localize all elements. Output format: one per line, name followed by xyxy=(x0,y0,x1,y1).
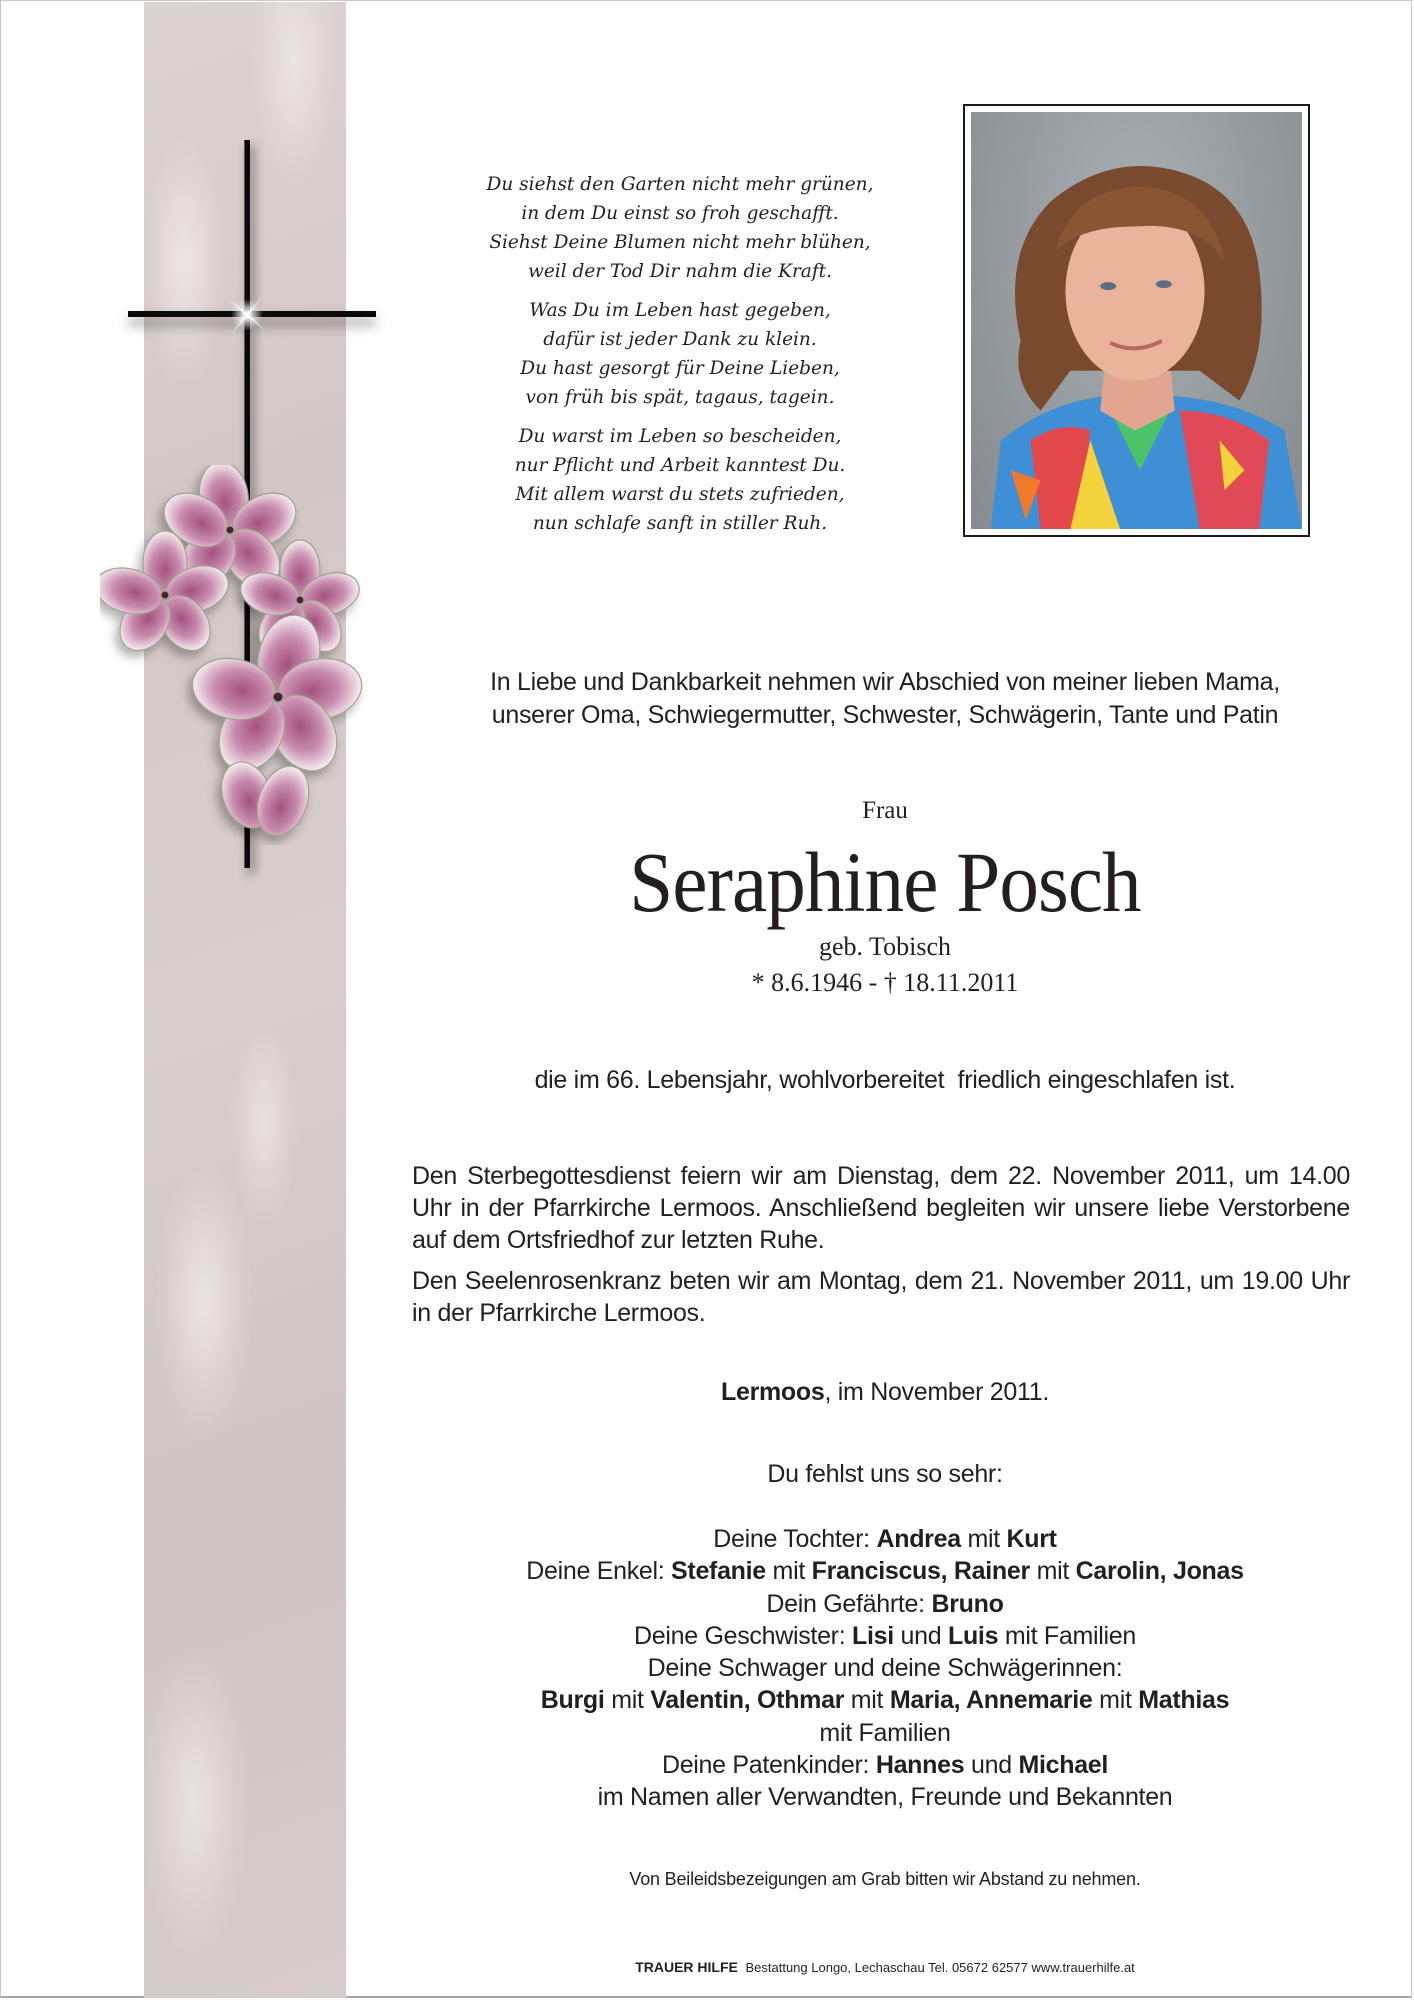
funeral-service-text: Den Sterbegottesdienst feiern wir am Dienstag, dem 22. November 2011, um 14.00 Uhr in der Pfarrkirche Lermoos. Anschließend begleiten wir unsere liebe Verstorbene auf dem Ortsfriedhof zur letzten Ruhe. xyxy=(412,1162,1350,1254)
family-line xyxy=(400,1684,1370,1716)
connector: mit xyxy=(1029,1557,1076,1586)
relation-label: Deine Enkel: xyxy=(526,1557,672,1586)
poem-line: nur Pflicht und Arbeit kanntest Du. xyxy=(514,455,846,476)
poem-line: Du warst im Leben so bescheiden, xyxy=(518,426,842,447)
family-name: Andrea xyxy=(876,1525,961,1553)
intro-text xyxy=(400,666,1370,732)
poem-stanza xyxy=(470,422,890,538)
relation-label: Deine Patenkinder: xyxy=(661,1751,876,1780)
poem-line: Du hast gesorgt für Deine Lieben, xyxy=(520,358,840,379)
closing-line: im Namen aller Verwandten, Freunde und Bekannten xyxy=(597,1783,1173,1812)
family-name: Michael xyxy=(1018,1751,1109,1780)
relation-label: Dein Gefährte: xyxy=(766,1589,932,1618)
family-name: Bruno xyxy=(931,1589,1004,1618)
relation-label: Deine Geschwister: xyxy=(634,1621,852,1650)
poem-line: Siehst Deine Blumen nicht mehr blühen, xyxy=(489,232,871,253)
family-line xyxy=(400,1749,1370,1781)
poem-line: weil der Tod Dir nahm die Kraft. xyxy=(528,261,832,282)
connector: und xyxy=(964,1751,1019,1780)
connector: mit Familien xyxy=(998,1621,1136,1650)
family-line xyxy=(400,1588,1370,1620)
intro-line: unserer Oma, Schwiegermutter, Schwester, Schwägerin, Tante und Patin xyxy=(491,701,1279,729)
poem xyxy=(470,170,890,548)
rosary-text: Den Seelenrosenkranz beten wir am Montag, dem 21. November 2011, um 19.00 Uhr in der Pfarrkirche Lermoos. xyxy=(412,1267,1350,1327)
passing-text xyxy=(400,1066,1370,1095)
poem-stanza xyxy=(470,170,890,286)
family-line xyxy=(400,1652,1370,1684)
passing-line: die im 66. Lebensjahr, wohlvorbereitet friedlich eingeschlafen ist. xyxy=(534,1066,1236,1094)
miss-text: Du fehlst uns so sehr: xyxy=(767,1460,1003,1488)
poem-line: in dem Du einst so froh geschafft. xyxy=(521,203,839,224)
relation-label: Deine Tochter: xyxy=(713,1525,877,1553)
family-name: Lisi xyxy=(852,1621,894,1650)
connector: mit xyxy=(1092,1686,1139,1715)
family-name: Burgi xyxy=(540,1686,605,1715)
intro-line: In Liebe und Dankbarkeit nehmen wir Abschied von meiner lieben Mama, xyxy=(490,668,1280,696)
family-name: Stefanie xyxy=(671,1557,766,1586)
portrait-photo xyxy=(971,112,1302,529)
family-list xyxy=(400,1523,1370,1814)
place-date-text: , im November 2011. xyxy=(824,1378,1049,1406)
connector: mit xyxy=(960,1525,1007,1553)
poem-line: Was Du im Leben hast gegeben, xyxy=(529,300,831,321)
family-name: Franciscus, Rainer xyxy=(811,1557,1030,1586)
place-date xyxy=(400,1378,1370,1407)
family-name: Kurt xyxy=(1006,1525,1057,1553)
portrait-illustration xyxy=(971,112,1302,529)
poem-stanza xyxy=(470,296,890,412)
family-line xyxy=(400,1620,1370,1652)
family-name: Luis xyxy=(947,1621,999,1650)
connector: mit xyxy=(765,1557,812,1586)
family-name: Valentin, Othmar xyxy=(650,1686,845,1715)
place-town: Lermoos xyxy=(721,1378,825,1406)
family-name: Carolin, Jonas xyxy=(1075,1557,1244,1586)
connector: mit Familien xyxy=(819,1718,951,1747)
salutation: Frau xyxy=(862,797,908,824)
family-line xyxy=(400,1781,1370,1813)
poem-line: nun schlafe sanft in stiller Ruh. xyxy=(532,513,828,534)
connector: und xyxy=(893,1621,948,1650)
relation-label: Deine Schwager und deine Schwägerinnen: xyxy=(647,1654,1123,1683)
life-dates: * 8.6.1946 - † 18.11.2011 xyxy=(751,968,1019,997)
connector: mit xyxy=(844,1686,890,1715)
connector: mit xyxy=(604,1686,651,1715)
condolence-note: Von Beileidsbezeigungen am Grab bitten wir Abstand zu nehmen. xyxy=(629,1869,1141,1889)
poem-line: Mit allem warst du stets zufrieden, xyxy=(515,484,845,505)
deceased-name: Seraphine Posch xyxy=(629,834,1141,930)
poem-line: von früh bis spät, tagaus, tagein. xyxy=(525,387,835,408)
maiden-name: geb. Tobisch xyxy=(818,932,952,961)
footer-details: Bestattung Longo, Lechaschau Tel. 05672 62577 www.trauerhilfe.at xyxy=(745,1960,1135,1975)
family-line xyxy=(400,1555,1370,1587)
footer-brand: TRAUER HILFE xyxy=(635,1959,738,1975)
footer xyxy=(400,1959,1370,1975)
family-line xyxy=(400,1717,1370,1749)
portrait-frame xyxy=(963,104,1310,537)
family-name: Maria, Annemarie xyxy=(889,1686,1093,1715)
family-name: Hannes xyxy=(875,1751,965,1780)
family-name: Mathias xyxy=(1138,1686,1230,1715)
sparkle-icon xyxy=(222,290,272,340)
poem-line: dafür ist jeder Dank zu klein. xyxy=(543,329,817,350)
family-line xyxy=(400,1523,1370,1555)
poem-line: Du siehst den Garten nicht mehr grünen, xyxy=(486,174,874,195)
flower-bouquet-icon xyxy=(100,465,380,845)
